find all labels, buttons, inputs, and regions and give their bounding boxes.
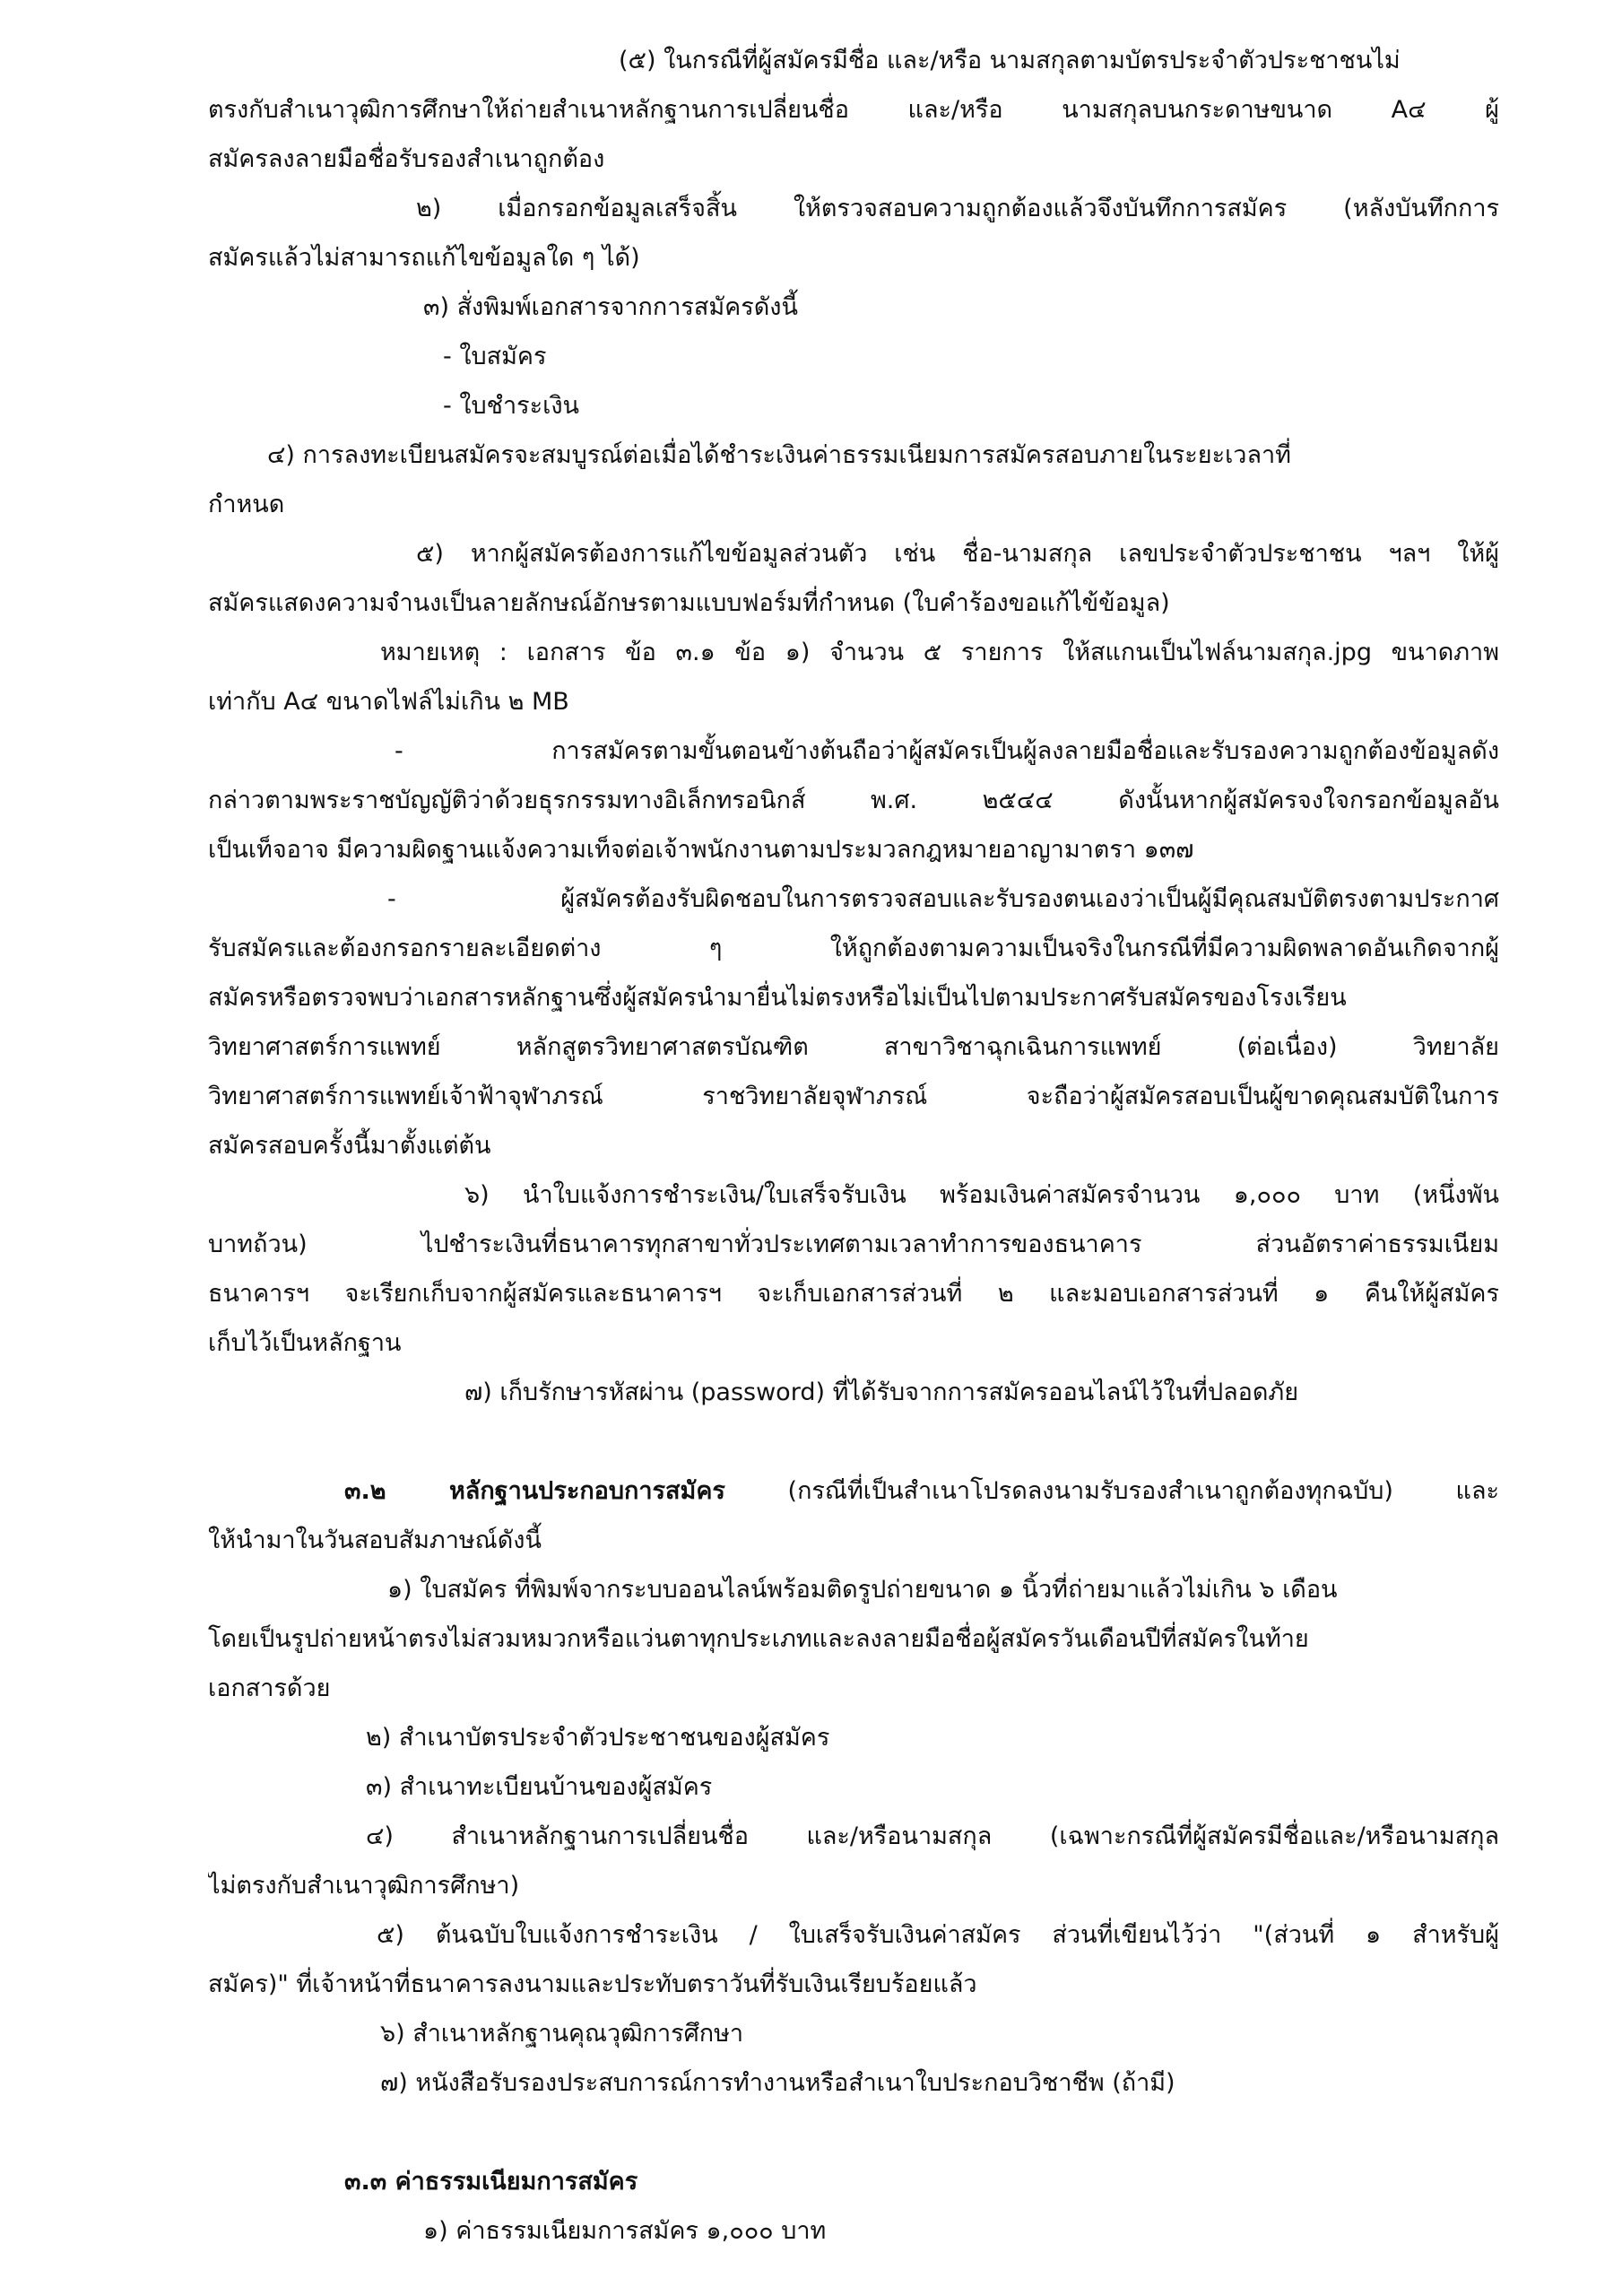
list-item-line: ๑) ค่าธรรมเนียมการสมัคร ๑,๐๐๐ บาท: [423, 2217, 827, 2245]
section-33-items: [208, 2206, 1499, 2256]
list-item-line: ๑) ใบสมัคร ที่พิมพ์จากระบบออนไลน์พร้อมติดรูปถ่ายขนาด ๑ นิ้วที่ถ่ายมาแล้วไม่เกิน ๖ เดือน: [387, 1576, 1338, 1604]
list-item-line: ๕) ต้นฉบับใบแจ้งการชำระเงิน / ใบเสร็จรับเงินค่าสมัคร ส่วนที่เขียนไว้ว่า "(ส่วนที่ ๑ สำหรับผู้: [377, 1921, 1499, 1949]
list-item-line: ๔) สำเนาหลักฐานการเปลี่ยนชื่อ และ/หรือนามสกุล (เฉพาะกรณีที่ผู้สมัครมีชื่อและ/หรือนามสกุล: [366, 1822, 1499, 1850]
paragraph-line: ๖) นำใบแจ้งการชำระเงิน/ใบเสร็จรับเงิน พร้อมเงินค่าสมัครจำนวน ๑,๐๐๐ บาท (หนึ่งพัน: [464, 1181, 1499, 1209]
paragraph-line: เป็นเท็จอาจ มีความผิดฐานแจ้งความเท็จต่อเจ้าพนักงานตามประมวลกฎหมายอาญามาตรา ๑๓๗: [208, 836, 1194, 864]
list-item-line: ๗) หนังสือรับรองประสบการณ์การทำงานหรือสำเนาใบประกอบวิชาชีพ (ถ้ามี): [380, 2069, 1175, 2097]
list-item-line: ไม่ตรงกับสำเนาวุฒิการศึกษา): [208, 1872, 520, 1900]
section-32: [208, 1466, 1499, 2108]
paragraph-line: (๕) ในกรณีที่ผู้สมัครมีชื่อ และ/หรือ นามสกุลตามบัตรประจำตัวประชาชนไม่: [619, 47, 1401, 74]
paragraph-line: หมายเหตุ : เอกสาร ข้อ ๓.๑ ข้อ ๑) จำนวน ๕ รายการ ให้สแกนเป็นไฟล์นามสกุล.jpg ขนาดภาพ: [380, 639, 1499, 666]
paragraph-line: เท่ากับ A๔ ขนาดไฟล์ไม่เกิน ๒ MB: [208, 688, 569, 716]
paragraph-line: สมัครสอบครั้งนี้มาตั้งแต่ต้น: [208, 1132, 491, 1160]
section-33-heading: ๓.๓ ค่าธรรมเนียมการสมัคร: [344, 2168, 638, 2196]
paragraph-line: ตรงกับสำเนาวุฒิการศึกษาให้ถ่ายสำเนาหลักฐานการเปลี่ยนชื่อ และ/หรือ นามสกุลบนกระดาษขนาด A๔ ผู้: [208, 96, 1499, 124]
list-item-line: เอกสารด้วย: [208, 1674, 331, 1702]
section-32-heading-note: (กรณีที่เป็นสำเนาโปรดลงนามรับรองสำเนาถูกต้องทุกฉบับ) และ: [724, 1477, 1499, 1505]
section-32-items: [208, 1565, 1499, 2108]
paragraph-line: ๓) สั่งพิมพ์เอกสารจากการสมัครดังนี้: [423, 293, 798, 321]
paragraph-line: - ใบสมัคร: [443, 343, 547, 370]
paragraph-line: เก็บไว้เป็นหลักฐาน: [208, 1329, 402, 1357]
paragraph-line: วิทยาศาสตร์การแพทย์เจ้าฟ้าจุฬาภรณ์ ราชวิทยาลัยจุฬาภรณ์ จะถือว่าผู้สมัครสอบเป็นผู้ขาดคุณสมบัติในการ: [208, 1083, 1499, 1110]
spacer: [208, 2108, 1499, 2157]
paragraph-line: - ใบชำระเงิน: [443, 392, 580, 420]
paragraph-line: กล่าวตามพระราชบัญญัติว่าด้วยธุรกรรมทางอิเล็กทรอนิกส์ พ.ศ. ๒๕๔๔ ดังนั้นหากผู้สมัครจงใจกรอกข้อมูลอัน: [208, 787, 1499, 814]
paragraph-line: ๗) เก็บรักษารหัสผ่าน (password) ที่ได้รับจากการสมัครออนไลน์ไว้ในที่ปลอดภัย: [464, 1378, 1299, 1406]
paragraph-line: ๒) เมื่อกรอกข้อมูลเสร็จสิ้น ให้ตรวจสอบความถูกต้องแล้วจึงบันทึกการสมัคร (หลังบันทึกการ: [416, 195, 1499, 222]
section-32-heading: ๓.๒ หลักฐานประกอบการสมัคร: [344, 1477, 725, 1505]
paragraph-line: กำหนด: [208, 491, 285, 518]
list-item-line: โดยเป็นรูปถ่ายหน้าตรงไม่สวมหมวกหรือแว่นตาทุกประเภทและลงลายมือชื่อผู้สมัครวันเดือนปีที่สมัครในท้าย: [208, 1625, 1309, 1653]
list-item-line: สมัคร)" ที่เจ้าหน้าที่ธนาคารลงนามและประทับตราวันที่รับเงินเรียบร้อยแล้ว: [208, 1970, 977, 1998]
paragraph-line: รับสมัครและต้องกรอกรายละเอียดต่าง ๆ ให้ถูกต้องตามความเป็นจริงในกรณีที่มีความผิดพลาดอันเกิดจากผู้: [208, 935, 1499, 962]
section-32-continuation: ให้นำมาในวันสอบสัมภาษณ์ดังนี้: [208, 1526, 542, 1554]
paragraph-line: สมัครแล้วไม่สามารถแก้ไขข้อมูลใด ๆ ได้): [208, 244, 640, 272]
document-page: [208, 36, 1499, 2256]
paragraph-line: - ผู้สมัครต้องรับผิดชอบในการตรวจสอบและรับรองตนเองว่าเป็นผู้มีคุณสมบัติตรงตามประกาศ: [387, 885, 1499, 913]
list-item-line: ๖) สำเนาหลักฐานคุณวุฒิการศึกษา: [380, 2020, 744, 2048]
spacer: [208, 1417, 1499, 1466]
section-31-continuation: [208, 36, 1499, 1417]
paragraph-line: ธนาคารฯ จะเรียกเก็บจากผู้สมัครและธนาคารฯ จะเก็บเอกสารส่วนที่ ๒ และมอบเอกสารส่วนที่ ๑ คืนให้ผู้สมัคร: [208, 1280, 1499, 1308]
paragraph-line: สมัครหรือตรวจพบว่าเอกสารหลักฐานซึ่งผู้สมัครนำมายื่นไม่ตรงหรือไม่เป็นไปตามประกาศรับสมัครของโรงเรียน: [208, 984, 1347, 1012]
section-33: [208, 2157, 1499, 2256]
list-item-line: ๓) สำเนาทะเบียนบ้านของผู้สมัคร: [366, 1773, 713, 1801]
paragraph-line: ๕) หากผู้สมัครต้องการแก้ไขข้อมูลส่วนตัว เช่น ชื่อ-นามสกุล เลขประจำตัวประชาชน ฯลฯ ให้ผู้: [416, 540, 1499, 568]
paragraph-line: สมัครแสดงความจำนงเป็นลายลักษณ์อักษรตามแบบฟอร์มที่กำหนด (ใบคำร้องขอแก้ไข้ข้อมูล): [208, 589, 1170, 617]
section-32-heading-row: [208, 1466, 1499, 1516]
paragraph-line: ๔) การลงทะเบียนสมัครจะสมบูรณ์ต่อเมื่อได้ชำระเงินค่าธรรมเนียมการสมัครสอบภายในระยะเวลาที่: [267, 441, 1291, 469]
paragraph-line: บาทถ้วน) ไปชำระเงินที่ธนาคารทุกสาขาทั่วประเทศตามเวลาทำการของธนาคาร ส่วนอัตราค่าธรรมเนียม: [208, 1231, 1499, 1258]
paragraph-line: - การสมัครตามขั้นตอนข้างต้นถือว่าผู้สมัครเป็นผู้ลงลายมือชื่อและรับรองความถูกต้องข้อมูลดัง: [395, 737, 1499, 765]
paragraph-line: สมัครลงลายมือชื่อรับรองสำเนาถูกต้อง: [208, 145, 605, 173]
list-item-line: ๒) สำเนาบัตรประจำตัวประชาชนของผู้สมัคร: [366, 1724, 830, 1752]
paragraph-line: วิทยาศาสตร์การแพทย์ หลักสูตรวิทยาศาสตรบัณฑิต สาขาวิชาฉุกเฉินการแพทย์ (ต่อเนื่อง) วิทยาลัย: [208, 1033, 1499, 1061]
